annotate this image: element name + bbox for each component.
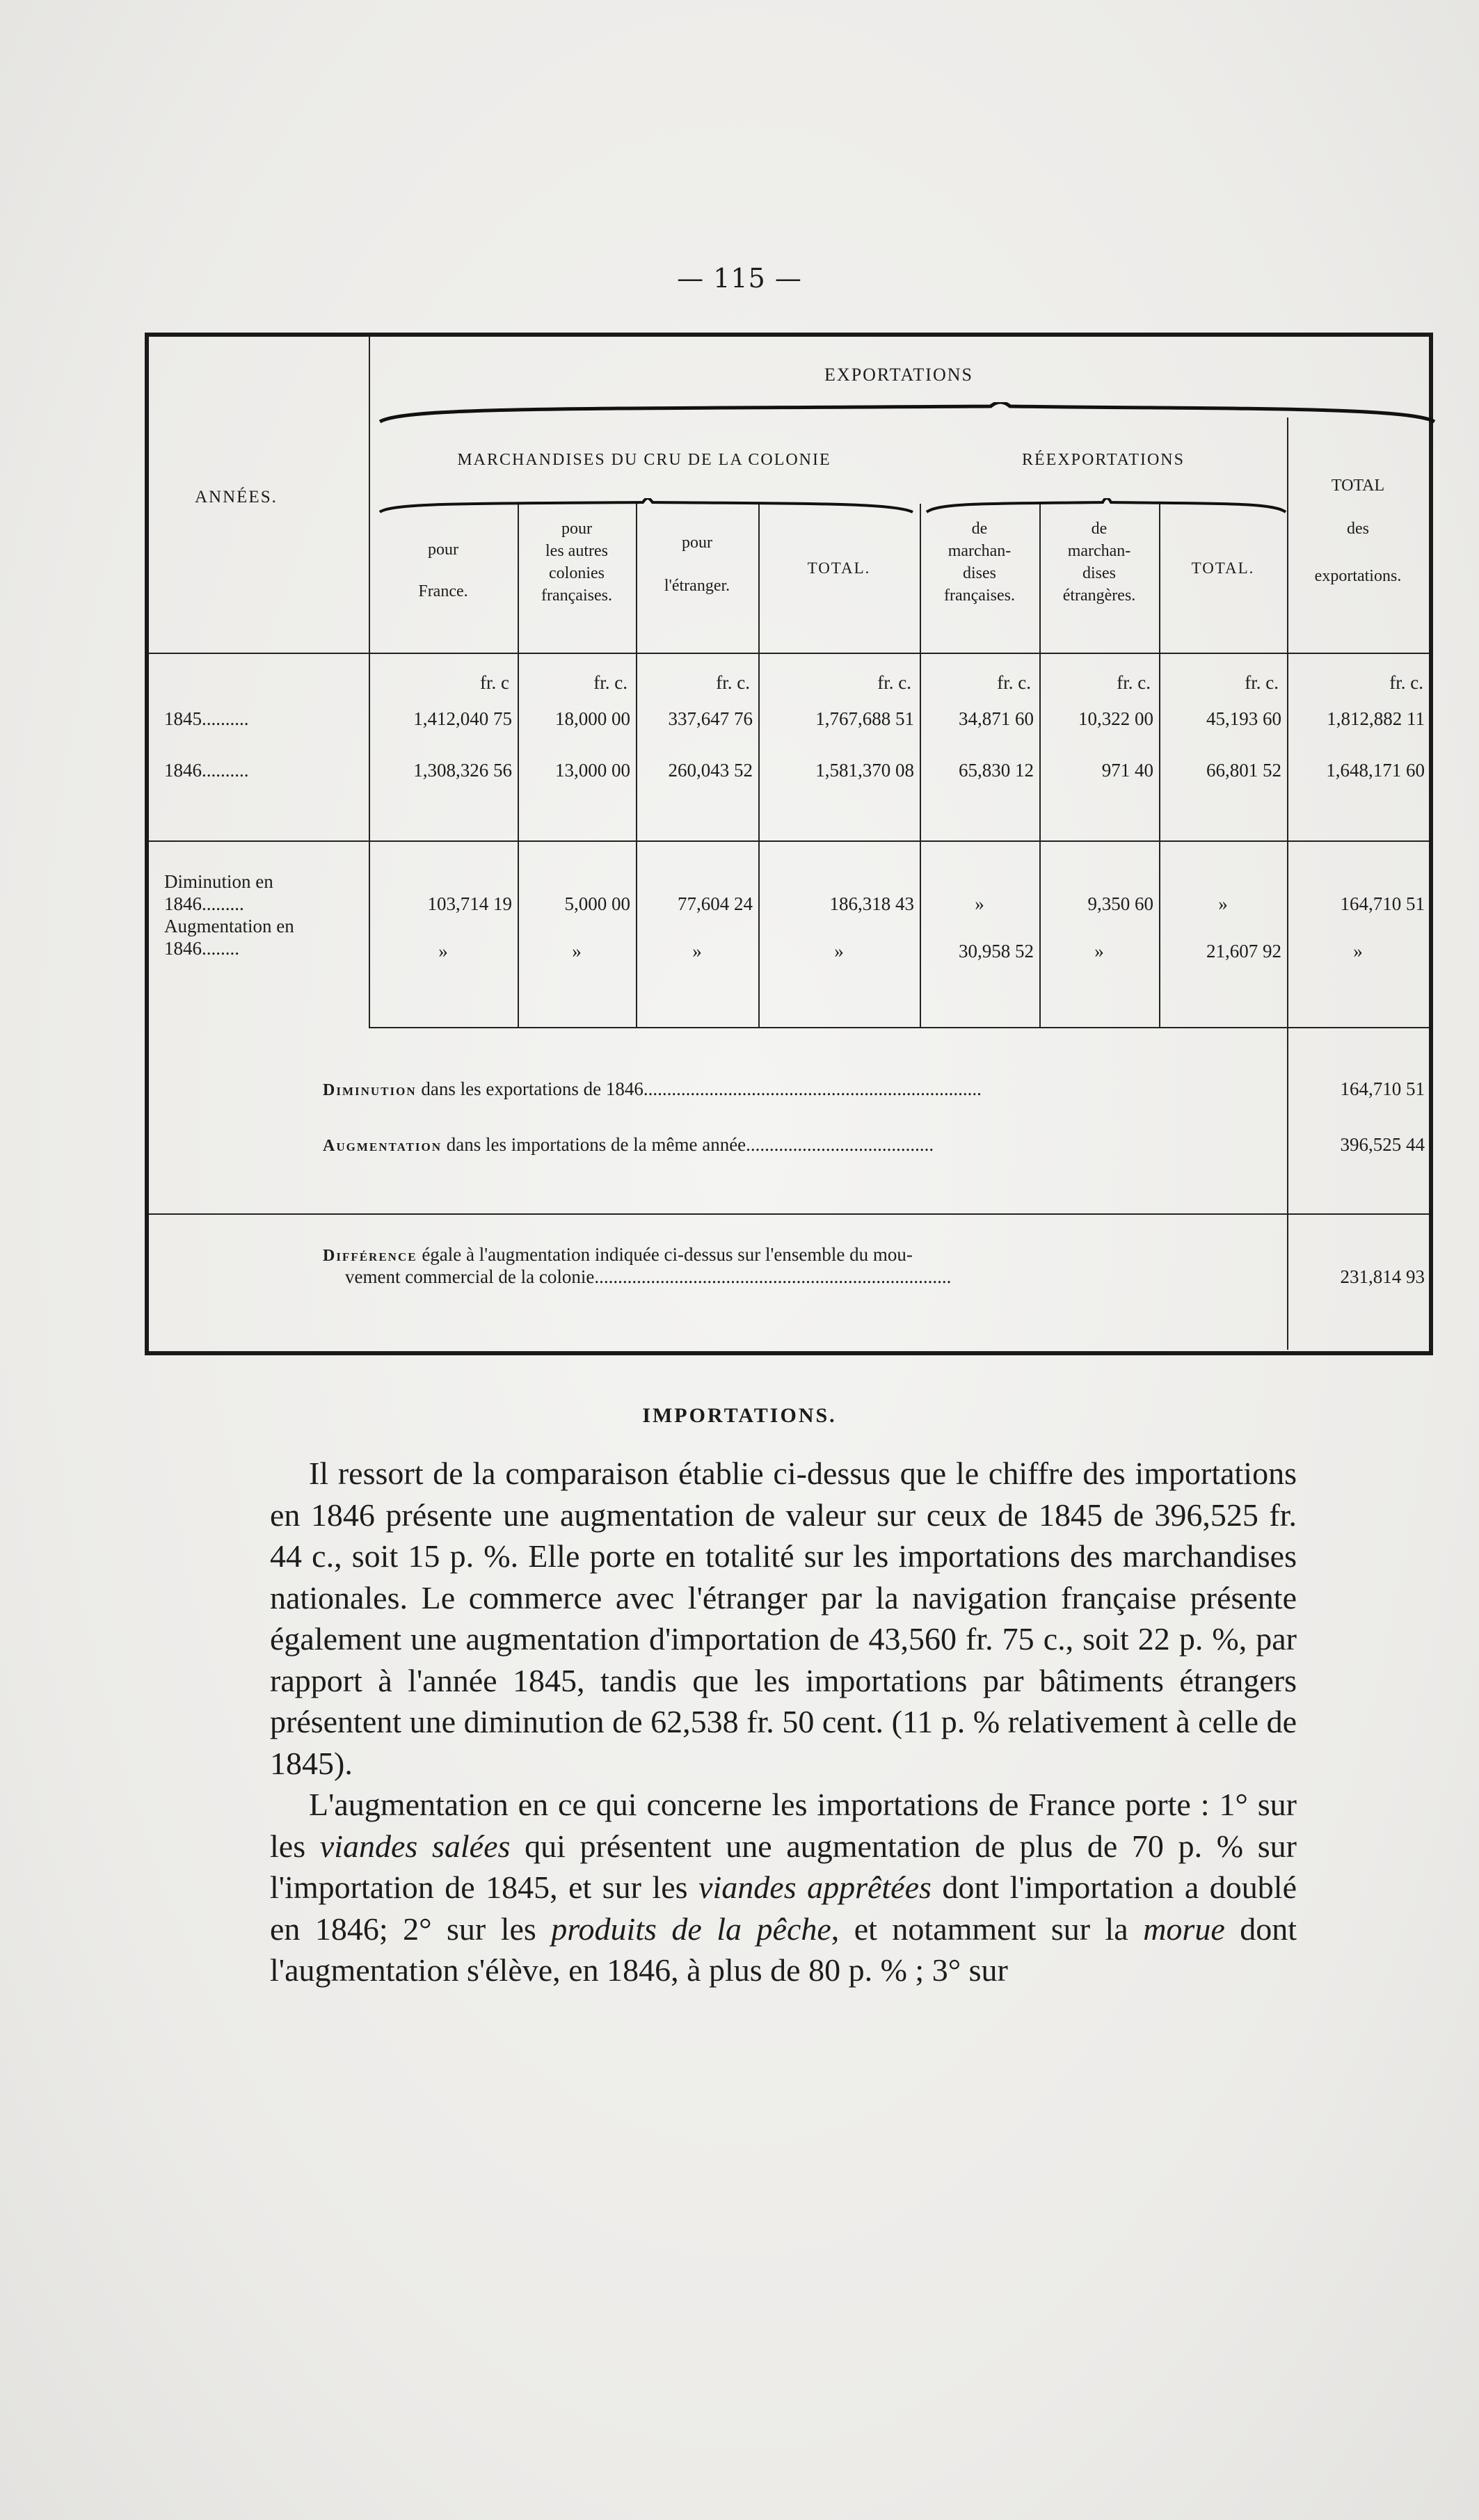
table-cell: » bbox=[1353, 941, 1363, 962]
summary-text: dans les exportations de 1846........................................................................ bbox=[416, 1078, 982, 1099]
augmentation-label-2: 1846........ bbox=[164, 938, 239, 959]
table-cell: » bbox=[834, 941, 844, 962]
table-cell: 1,767,688 51 bbox=[815, 708, 914, 729]
autres-header-3: colonies bbox=[549, 564, 605, 582]
italic-run: viandes salées bbox=[319, 1828, 511, 1864]
summary-augmentation bbox=[323, 1134, 934, 1156]
total-header-2: des bbox=[1347, 520, 1369, 538]
total-header-1: TOTAL bbox=[1331, 477, 1385, 495]
etranger-header-1: pour bbox=[682, 534, 712, 552]
unit-cell: fr. c. bbox=[593, 672, 627, 693]
unit-cell: fr. c. bbox=[877, 672, 911, 693]
italic-run: produits de la pêche bbox=[551, 1911, 831, 1947]
table-cell: 18,000 00 bbox=[555, 708, 630, 729]
row-1845-label: 1845.......... bbox=[164, 708, 249, 729]
table-cell: 1,581,370 08 bbox=[815, 760, 914, 781]
table-cell: » bbox=[1218, 893, 1228, 914]
table-cell: 30,958 52 bbox=[959, 941, 1034, 962]
rule bbox=[149, 653, 1429, 654]
fr-march-header-3: dises bbox=[963, 564, 996, 582]
annees-header: ANNÉES. bbox=[195, 488, 278, 507]
table-cell: 971 40 bbox=[1101, 760, 1153, 781]
table-cell: 77,604 24 bbox=[678, 893, 753, 914]
summary-value: 164,710 51 bbox=[1340, 1078, 1425, 1099]
table-cell: 34,871 60 bbox=[959, 708, 1034, 729]
fr-march-header-4: françaises. bbox=[944, 587, 1015, 605]
et-march-header-4: étrangères. bbox=[1062, 587, 1136, 605]
table-cell: 45,193 60 bbox=[1206, 708, 1281, 729]
france-header-2: France. bbox=[418, 582, 468, 600]
summary-value: 396,525 44 bbox=[1340, 1134, 1425, 1155]
unit-cell: fr. c. bbox=[1245, 672, 1279, 693]
summary-lead: Augmentation bbox=[323, 1137, 442, 1155]
unit-cell: fr. c. bbox=[1117, 672, 1151, 693]
text-run: dont l'importation a doublé en 1846; 2° sur les bbox=[270, 1869, 1297, 1947]
table-cell: 1,308,326 56 bbox=[413, 760, 512, 781]
et-march-header-1: de bbox=[1091, 520, 1108, 538]
text-run: L'augmentation en ce qui concerne les importations de France porte : 1° sur les bbox=[270, 1787, 1297, 1864]
summary-diminution bbox=[323, 1078, 982, 1101]
text-run: dont l'augmentation s'élève, en 1846, à plus de 80 p. % ; 3° sur bbox=[270, 1911, 1297, 1988]
table-cell: 1,412,040 75 bbox=[413, 708, 512, 729]
et-march-header-2: marchan- bbox=[1067, 542, 1131, 560]
rule bbox=[149, 840, 1429, 842]
difference-text: égale à l'augmentation indiquée ci-dessus sur l'ensemble du mou- bbox=[417, 1244, 913, 1265]
difference-lead: Différence bbox=[323, 1247, 417, 1265]
table-cell: 1,812,882 11 bbox=[1327, 708, 1425, 729]
reexport-header: RÉEXPORTATIONS bbox=[1022, 451, 1185, 469]
unit-cell: fr. c. bbox=[1389, 672, 1423, 693]
row-1846-label: 1846.......... bbox=[164, 760, 249, 781]
table-cell: 13,000 00 bbox=[555, 760, 630, 781]
table-cell: 164,710 51 bbox=[1340, 893, 1425, 914]
reexport-brace bbox=[925, 498, 1287, 513]
autres-header-4: françaises. bbox=[541, 587, 612, 605]
exportations-brace bbox=[378, 402, 1436, 424]
rule bbox=[149, 1213, 1429, 1215]
rule bbox=[1287, 417, 1288, 1350]
table-cell: » bbox=[692, 941, 702, 962]
table-cell: » bbox=[438, 941, 448, 962]
table-cell: 337,647 76 bbox=[668, 708, 753, 729]
table-cell: 66,801 52 bbox=[1206, 760, 1281, 781]
autres-header-2: les autres bbox=[545, 542, 608, 560]
difference-value: 231,814 93 bbox=[1340, 1266, 1425, 1287]
paragraph-1: Il ressort de la comparaison établie ci-dessus que le chiffre des importations en 1846 présente une augmentation de valeur sur ceux de 1845 de 396,525 fr. 44 c., soit 15 p. %. Elle porte en totalité sur les importations des marchandises nationales. Le commerce avec l'étranger par la navigation française présente également une augmentation d'importation de 43,560 fr. 75 c., soit 22 p. %, par rapport à l'année 1845, tandis que les importations par bâtiments étrangers présentent une diminution de 62,538 fr. 50 cent. (11 p. % relativement à celle de 1845). bbox=[270, 1456, 1297, 1781]
fr-march-header-2: marchan- bbox=[948, 542, 1012, 560]
total2-header: TOTAL. bbox=[1191, 559, 1255, 577]
table-cell: 65,830 12 bbox=[959, 760, 1034, 781]
rule bbox=[1287, 1027, 1429, 1028]
unit-cell: fr. c. bbox=[716, 672, 750, 693]
table-cell: » bbox=[572, 941, 582, 962]
italic-run: viandes apprêtées bbox=[698, 1869, 932, 1905]
section-title: IMPORTATIONS. bbox=[642, 1404, 837, 1427]
table-cell: » bbox=[975, 893, 984, 914]
text-run: , et notamment sur la bbox=[831, 1911, 1144, 1947]
body-text bbox=[270, 1453, 1297, 1991]
cru-header: MARCHANDISES DU CRU DE LA COLONIE bbox=[457, 451, 831, 469]
autres-header-1: pour bbox=[561, 520, 592, 538]
diminution-label-2: 1846......... bbox=[164, 893, 244, 914]
table-cell: 21,607 92 bbox=[1206, 941, 1281, 962]
page-number: — 115 — bbox=[677, 263, 802, 294]
exportations-header: EXPORTATIONS bbox=[824, 365, 973, 385]
etranger-header-2: l'étranger. bbox=[664, 577, 730, 595]
exportations-table bbox=[145, 333, 1433, 1355]
text-run: qui présentent une augmentation de plus de 70 p. % sur l'importation de 1845, et sur les bbox=[270, 1828, 1297, 1905]
total1-header: TOTAL. bbox=[807, 559, 871, 577]
table-cell: » bbox=[1094, 941, 1104, 962]
augmentation-label-1: Augmentation en bbox=[164, 916, 294, 936]
table-cell: 9,350 60 bbox=[1087, 893, 1153, 914]
fr-march-header-1: de bbox=[971, 520, 988, 538]
cru-brace bbox=[378, 498, 914, 513]
table-cell: 10,322 00 bbox=[1078, 708, 1153, 729]
unit-cell: fr. c bbox=[480, 672, 509, 693]
et-march-header-3: dises bbox=[1082, 564, 1116, 582]
summary-text: dans les importations de la même année........................................ bbox=[442, 1134, 934, 1155]
table-cell: 260,043 52 bbox=[668, 760, 753, 781]
summary-lead: Diminution bbox=[323, 1081, 417, 1099]
diminution-label-1: Diminution en bbox=[164, 871, 273, 892]
total-header-3: exportations. bbox=[1314, 567, 1402, 585]
table-cell: 103,714 19 bbox=[427, 893, 512, 914]
difference-line-2: vement commercial de la colonie............................................................................ bbox=[345, 1266, 952, 1287]
italic-run: morue bbox=[1143, 1911, 1225, 1947]
table-cell: 186,318 43 bbox=[829, 893, 914, 914]
unit-cell: fr. c. bbox=[997, 672, 1031, 693]
difference-line-1 bbox=[323, 1244, 913, 1266]
table-cell: 5,000 00 bbox=[564, 893, 630, 914]
paragraph-2 bbox=[270, 1784, 1297, 1991]
rule bbox=[369, 1027, 1287, 1028]
table-cell: 1,648,171 60 bbox=[1326, 760, 1425, 781]
france-header-1: pour bbox=[428, 541, 458, 559]
